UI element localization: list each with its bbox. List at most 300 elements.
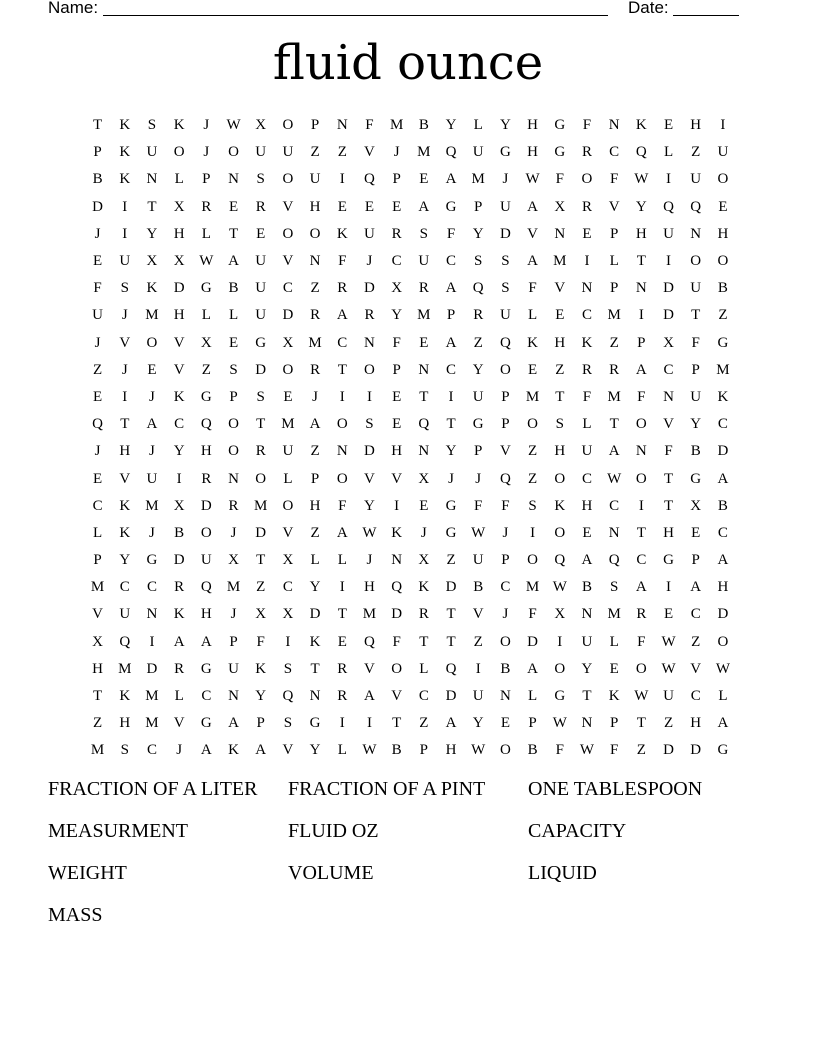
grid-letter[interactable]: U — [255, 144, 267, 161]
grid-letter[interactable]: H — [173, 225, 185, 242]
grid-letter[interactable]: J — [149, 524, 155, 541]
grid-letter[interactable]: J — [94, 225, 101, 242]
grid-letter[interactable]: T — [609, 416, 619, 433]
grid-letter[interactable]: U — [663, 225, 674, 242]
grid-letter[interactable]: J — [121, 361, 128, 378]
grid-letter[interactable]: Q — [445, 144, 457, 161]
grid-letter[interactable]: A — [173, 633, 185, 650]
grid-letter[interactable]: L — [609, 253, 619, 270]
grid-letter[interactable]: K — [173, 117, 185, 134]
grid-letter[interactable]: I — [448, 388, 454, 405]
grid-letter[interactable]: K — [527, 334, 539, 351]
grid-letter[interactable]: U — [364, 225, 375, 242]
grid-letter[interactable]: A — [364, 688, 375, 705]
grid-letter[interactable]: H — [717, 225, 729, 242]
grid-letter[interactable]: O — [282, 361, 294, 378]
grid-letter[interactable]: Z — [528, 443, 538, 460]
grid-letter[interactable]: K — [608, 688, 620, 705]
grid-letter[interactable]: A — [445, 334, 457, 351]
grid-letter[interactable]: U — [119, 606, 131, 623]
grid-letter[interactable]: Q — [119, 633, 131, 650]
grid-letter[interactable]: I — [366, 388, 372, 405]
grid-letter[interactable]: J — [366, 253, 373, 270]
grid-letter[interactable]: Z — [337, 144, 347, 161]
grid-letter[interactable]: P — [392, 361, 401, 378]
grid-letter[interactable]: T — [555, 388, 565, 405]
grid-letter[interactable]: O — [255, 470, 267, 487]
grid-letter[interactable]: T — [256, 552, 266, 569]
grid-letter[interactable]: W — [362, 742, 377, 759]
grid-letter[interactable]: F — [582, 117, 592, 134]
grid-letter[interactable]: N — [608, 524, 620, 541]
grid-letter[interactable]: D — [391, 606, 403, 623]
grid-letter[interactable]: E — [663, 117, 674, 134]
grid-letter[interactable]: I — [149, 633, 155, 650]
grid-letter[interactable]: N — [146, 606, 158, 623]
grid-letter[interactable]: Y — [635, 198, 647, 215]
grid-letter[interactable]: L — [419, 660, 429, 677]
grid-letter[interactable]: A — [228, 715, 239, 732]
grid-letter[interactable]: T — [691, 307, 701, 324]
grid-letter[interactable]: A — [309, 416, 321, 433]
grid-letter[interactable]: X — [255, 606, 267, 623]
grid-letter[interactable]: S — [419, 225, 429, 242]
grid-letter[interactable]: K — [119, 688, 131, 705]
grid-letter[interactable]: L — [174, 688, 184, 705]
grid-letter[interactable]: C — [663, 361, 674, 378]
grid-letter[interactable]: K — [173, 388, 185, 405]
grid-letter[interactable]: M — [145, 307, 159, 324]
grid-letter[interactable]: T — [636, 524, 646, 541]
grid-letter[interactable]: G — [200, 715, 212, 732]
grid-letter[interactable]: D — [717, 606, 729, 623]
grid-letter[interactable]: O — [173, 144, 185, 161]
grid-letter[interactable]: C — [446, 361, 457, 378]
grid-letter[interactable]: O — [200, 524, 212, 541]
grid-letter[interactable]: N — [635, 280, 647, 297]
grid-letter[interactable]: C — [717, 416, 728, 433]
grid-letter[interactable]: J — [203, 117, 210, 134]
grid-letter[interactable]: I — [339, 388, 345, 405]
grid-letter[interactable]: E — [93, 253, 103, 270]
grid-letter[interactable]: V — [472, 606, 484, 623]
grid-letter[interactable]: O — [499, 742, 511, 759]
grid-letter[interactable]: Z — [310, 524, 320, 541]
grid-letter[interactable]: E — [419, 497, 429, 514]
grid-letter[interactable]: C — [146, 742, 157, 759]
grid-letter[interactable]: Q — [418, 416, 430, 433]
grid-letter[interactable]: Q — [445, 660, 457, 677]
grid-letter[interactable]: U — [690, 171, 702, 188]
grid-letter[interactable]: H — [309, 497, 321, 514]
grid-letter[interactable]: C — [609, 497, 620, 514]
grid-letter[interactable]: V — [364, 660, 375, 677]
grid-letter[interactable]: Q — [364, 633, 375, 650]
grid-letter[interactable]: B — [690, 443, 701, 460]
grid-letter[interactable]: F — [528, 280, 537, 297]
grid-letter[interactable]: Q — [608, 552, 620, 569]
grid-letter[interactable]: U — [282, 144, 294, 161]
grid-letter[interactable]: G — [663, 552, 674, 569]
grid-letter[interactable]: K — [336, 225, 348, 242]
grid-letter[interactable]: A — [635, 579, 647, 596]
grid-letter[interactable]: D — [663, 742, 674, 759]
grid-letter[interactable]: O — [635, 416, 647, 433]
grid-letter[interactable]: U — [499, 307, 511, 324]
grid-letter[interactable]: T — [93, 688, 103, 705]
grid-letter[interactable]: S — [474, 253, 483, 270]
grid-letter[interactable]: Y — [309, 742, 321, 759]
grid-letter[interactable]: R — [337, 660, 348, 677]
grid-letter[interactable]: S — [501, 253, 510, 270]
grid-letter[interactable]: I — [530, 524, 536, 541]
grid-letter[interactable]: D — [309, 606, 321, 623]
grid-letter[interactable]: X — [173, 253, 185, 270]
grid-letter[interactable]: M — [417, 144, 431, 161]
grid-letter[interactable]: I — [339, 171, 345, 188]
grid-letter[interactable]: N — [663, 388, 674, 405]
grid-letter[interactable]: M — [471, 171, 485, 188]
grid-letter[interactable]: Y — [581, 660, 593, 677]
grid-letter[interactable]: Z — [555, 361, 565, 378]
grid-letter[interactable]: A — [717, 552, 729, 569]
grid-letter[interactable]: J — [149, 443, 155, 460]
grid-letter[interactable]: N — [554, 225, 566, 242]
grid-letter[interactable]: L — [528, 688, 538, 705]
grid-letter[interactable]: B — [717, 280, 728, 297]
grid-letter[interactable]: K — [635, 117, 647, 134]
grid-letter[interactable]: C — [690, 688, 701, 705]
grid-letter[interactable]: E — [419, 171, 429, 188]
grid-letter[interactable]: A — [200, 633, 212, 650]
grid-letter[interactable]: G — [472, 416, 484, 433]
grid-letter[interactable]: H — [581, 497, 593, 514]
grid-letter[interactable]: H — [364, 579, 375, 596]
grid-letter[interactable]: B — [473, 579, 484, 596]
grid-letter[interactable]: D — [499, 225, 511, 242]
grid-letter[interactable]: F — [555, 171, 564, 188]
grid-letter[interactable]: A — [200, 742, 212, 759]
grid-letter[interactable]: E — [609, 660, 619, 677]
grid-letter[interactable]: Q — [554, 552, 566, 569]
grid-letter[interactable]: Q — [663, 198, 674, 215]
grid-letter[interactable]: Q — [200, 416, 212, 433]
grid-letter[interactable]: N — [336, 443, 348, 460]
grid-letter[interactable]: F — [609, 742, 619, 759]
grid-letter[interactable]: N — [228, 688, 239, 705]
grid-letter[interactable]: P — [501, 388, 510, 405]
grid-letter[interactable]: T — [419, 388, 429, 405]
grid-letter[interactable]: S — [555, 416, 564, 433]
grid-letter[interactable]: H — [92, 660, 104, 677]
grid-letter[interactable]: R — [201, 470, 212, 487]
grid-letter[interactable]: M — [90, 742, 105, 759]
grid-letter[interactable]: U — [255, 253, 267, 270]
grid-letter[interactable]: G — [554, 688, 566, 705]
grid-letter[interactable]: Y — [499, 117, 511, 134]
grid-letter[interactable]: P — [691, 361, 700, 378]
grid-letter[interactable]: D — [445, 579, 457, 596]
grid-letter[interactable]: U — [472, 388, 484, 405]
grid-letter[interactable]: J — [176, 742, 183, 759]
grid-letter[interactable]: B — [228, 280, 239, 297]
grid-letter[interactable]: Z — [446, 552, 456, 569]
grid-letter[interactable]: D — [663, 307, 674, 324]
grid-letter[interactable]: K — [418, 579, 430, 596]
grid-letter[interactable]: E — [392, 388, 402, 405]
grid-letter[interactable]: R — [581, 198, 592, 215]
grid-letter[interactable]: R — [581, 361, 592, 378]
grid-letter[interactable]: L — [201, 307, 211, 324]
grid-letter[interactable]: D — [364, 443, 375, 460]
grid-letter[interactable]: D — [527, 633, 539, 650]
grid-letter[interactable]: U — [282, 443, 294, 460]
grid-letter[interactable]: X — [282, 606, 294, 623]
grid-letter[interactable]: L — [283, 470, 293, 487]
grid-letter[interactable]: C — [581, 470, 592, 487]
grid-letter[interactable]: X — [146, 253, 158, 270]
grid-letter[interactable]: K — [119, 144, 131, 161]
grid-letter[interactable]: K — [119, 524, 131, 541]
grid-letter[interactable]: Y — [364, 497, 375, 514]
grid-letter[interactable]: E — [582, 225, 592, 242]
grid-letter[interactable]: A — [336, 307, 348, 324]
grid-letter[interactable]: E — [555, 307, 565, 324]
grid-letter[interactable]: X — [173, 497, 185, 514]
grid-letter[interactable]: I — [394, 497, 400, 514]
grid-letter[interactable]: P — [229, 388, 238, 405]
grid-letter[interactable]: T — [337, 606, 347, 623]
grid-letter[interactable]: L — [473, 117, 483, 134]
grid-letter[interactable]: M — [525, 388, 540, 405]
grid-letter[interactable]: M — [716, 361, 730, 378]
grid-letter[interactable]: W — [525, 171, 540, 188]
grid-letter[interactable]: A — [146, 416, 158, 433]
grid-letter[interactable]: M — [417, 307, 431, 324]
grid-letter[interactable]: E — [364, 198, 375, 215]
grid-letter[interactable]: O — [690, 253, 702, 270]
grid-letter[interactable]: O — [635, 470, 647, 487]
grid-letter[interactable]: W — [471, 742, 486, 759]
grid-letter[interactable]: H — [173, 307, 185, 324]
grid-letter[interactable]: I — [666, 579, 672, 596]
grid-letter[interactable]: G — [690, 470, 702, 487]
grid-letter[interactable]: U — [472, 552, 484, 569]
grid-letter[interactable]: F — [365, 117, 374, 134]
grid-letter[interactable]: O — [282, 117, 294, 134]
grid-letter[interactable]: L — [663, 144, 674, 161]
grid-letter[interactable]: C — [146, 579, 157, 596]
grid-letter[interactable]: B — [174, 524, 185, 541]
grid-letter[interactable]: B — [92, 171, 103, 188]
grid-letter[interactable]: S — [120, 742, 129, 759]
grid-letter[interactable]: I — [339, 579, 345, 596]
grid-letter[interactable]: H — [554, 443, 566, 460]
grid-letter[interactable]: Q — [364, 171, 375, 188]
grid-letter[interactable]: P — [310, 117, 320, 134]
grid-letter[interactable]: E — [283, 388, 293, 405]
grid-letter[interactable]: F — [474, 497, 483, 514]
grid-letter[interactable]: P — [501, 416, 510, 433]
grid-letter[interactable]: O — [527, 416, 539, 433]
grid-letter[interactable]: C — [690, 606, 701, 623]
grid-letter[interactable]: O — [282, 171, 294, 188]
grid-letter[interactable]: S — [528, 497, 537, 514]
grid-letter[interactable]: D — [200, 497, 212, 514]
grid-letter[interactable]: P — [637, 334, 646, 351]
grid-letter[interactable]: O — [717, 633, 729, 650]
grid-letter[interactable]: U — [472, 144, 484, 161]
grid-letter[interactable]: V — [527, 225, 539, 242]
grid-letter[interactable]: N — [146, 171, 158, 188]
grid-letter[interactable]: U — [690, 388, 702, 405]
grid-letter[interactable]: E — [528, 361, 538, 378]
grid-letter[interactable]: N — [309, 688, 321, 705]
grid-letter[interactable]: W — [607, 470, 622, 487]
grid-letter[interactable]: M — [145, 688, 159, 705]
grid-letter[interactable]: V — [173, 715, 185, 732]
grid-letter[interactable]: J — [94, 334, 101, 351]
grid-letter[interactable]: Y — [119, 552, 131, 569]
grid-letter[interactable]: V — [282, 253, 294, 270]
grid-letter[interactable]: A — [717, 715, 729, 732]
grid-letter[interactable]: W — [634, 171, 649, 188]
grid-letter[interactable]: U — [581, 633, 593, 650]
grid-letter[interactable]: H — [690, 715, 702, 732]
grid-letter[interactable]: N — [635, 443, 647, 460]
grid-letter[interactable]: L — [174, 171, 184, 188]
grid-letter[interactable]: A — [527, 253, 539, 270]
grid-letter[interactable]: P — [474, 198, 483, 215]
grid-letter[interactable]: P — [93, 144, 102, 161]
grid-letter[interactable]: S — [283, 715, 293, 732]
grid-letter[interactable]: E — [392, 198, 402, 215]
grid-letter[interactable]: I — [122, 198, 128, 215]
grid-letter[interactable]: E — [93, 470, 103, 487]
grid-letter[interactable]: A — [445, 715, 457, 732]
grid-letter[interactable]: W — [715, 660, 730, 677]
grid-letter[interactable]: B — [418, 117, 429, 134]
grid-letter[interactable]: O — [228, 144, 239, 161]
grid-letter[interactable]: Y — [445, 443, 457, 460]
grid-letter[interactable]: Z — [201, 361, 211, 378]
grid-letter[interactable]: T — [446, 633, 456, 650]
grid-letter[interactable]: G — [146, 552, 158, 569]
grid-letter[interactable]: O — [499, 361, 511, 378]
name-field[interactable] — [103, 15, 608, 16]
grid-letter[interactable]: R — [174, 579, 185, 596]
grid-letter[interactable]: W — [552, 579, 567, 596]
grid-letter[interactable]: X — [663, 334, 674, 351]
grid-letter[interactable]: H — [200, 606, 212, 623]
grid-letter[interactable]: E — [663, 606, 674, 623]
grid-letter[interactable]: J — [94, 443, 101, 460]
grid-letter[interactable]: F — [582, 388, 592, 405]
grid-letter[interactable]: M — [607, 388, 621, 405]
grid-letter[interactable]: J — [502, 171, 509, 188]
grid-letter[interactable]: R — [337, 688, 348, 705]
grid-letter[interactable]: O — [554, 524, 566, 541]
grid-letter[interactable]: Q — [499, 334, 511, 351]
grid-letter[interactable]: O — [717, 171, 729, 188]
grid-letter[interactable]: Q — [499, 470, 511, 487]
grid-letter[interactable]: T — [310, 660, 320, 677]
grid-letter[interactable]: B — [500, 660, 511, 677]
grid-letter[interactable]: L — [337, 742, 347, 759]
grid-letter[interactable]: K — [309, 633, 321, 650]
grid-letter[interactable]: P — [609, 280, 619, 297]
grid-letter[interactable]: G — [717, 742, 729, 759]
grid-letter[interactable]: B — [717, 497, 728, 514]
grid-letter[interactable]: S — [120, 280, 129, 297]
grid-letter[interactable]: O — [336, 416, 348, 433]
grid-letter[interactable]: C — [391, 253, 402, 270]
grid-letter[interactable]: P — [501, 552, 510, 569]
grid-letter[interactable]: A — [445, 171, 457, 188]
grid-letter[interactable]: K — [255, 660, 267, 677]
grid-letter[interactable]: Z — [93, 361, 103, 378]
grid-letter[interactable]: G — [554, 144, 566, 161]
grid-letter[interactable]: X — [228, 552, 239, 569]
grid-letter[interactable]: F — [637, 388, 646, 405]
grid-letter[interactable]: V — [92, 606, 104, 623]
grid-letter[interactable]: G — [309, 715, 321, 732]
grid-letter[interactable]: X — [554, 198, 566, 215]
grid-letter[interactable]: D — [690, 742, 702, 759]
grid-letter[interactable]: U — [92, 307, 104, 324]
grid-letter[interactable]: T — [636, 715, 646, 732]
grid-letter[interactable]: R — [174, 660, 185, 677]
grid-letter[interactable]: U — [255, 307, 267, 324]
grid-letter[interactable]: U — [146, 470, 158, 487]
grid-letter[interactable]: E — [500, 715, 510, 732]
grid-letter[interactable]: K — [146, 280, 158, 297]
grid-letter[interactable]: M — [281, 416, 295, 433]
grid-letter[interactable]: G — [445, 497, 457, 514]
grid-letter[interactable]: I — [366, 715, 372, 732]
grid-letter[interactable]: E — [419, 334, 429, 351]
grid-letter[interactable]: P — [528, 715, 537, 732]
grid-letter[interactable]: V — [391, 688, 403, 705]
grid-letter[interactable]: R — [228, 497, 239, 514]
grid-letter[interactable]: X — [418, 470, 430, 487]
grid-letter[interactable]: A — [418, 198, 430, 215]
grid-letter[interactable]: P — [93, 552, 102, 569]
grid-letter[interactable]: Y — [173, 443, 185, 460]
grid-letter[interactable]: O — [717, 253, 729, 270]
grid-letter[interactable]: F — [338, 497, 347, 514]
grid-letter[interactable]: T — [120, 416, 130, 433]
grid-letter[interactable]: O — [581, 171, 593, 188]
grid-letter[interactable]: V — [364, 470, 375, 487]
grid-letter[interactable]: Z — [310, 443, 320, 460]
grid-letter[interactable]: Q — [92, 416, 104, 433]
grid-letter[interactable]: S — [256, 171, 265, 188]
grid-letter[interactable]: H — [690, 117, 702, 134]
grid-letter[interactable]: V — [119, 470, 131, 487]
grid-letter[interactable]: Z — [256, 579, 266, 596]
grid-letter[interactable]: P — [446, 307, 456, 324]
grid-letter[interactable]: S — [283, 660, 293, 677]
grid-letter[interactable]: U — [690, 280, 702, 297]
grid-letter[interactable]: J — [121, 307, 128, 324]
grid-letter[interactable]: B — [527, 742, 538, 759]
grid-letter[interactable]: V — [282, 524, 294, 541]
grid-letter[interactable]: Y — [472, 715, 484, 732]
grid-letter[interactable]: W — [552, 715, 567, 732]
grid-letter[interactable]: O — [309, 225, 321, 242]
grid-letter[interactable]: R — [310, 307, 321, 324]
